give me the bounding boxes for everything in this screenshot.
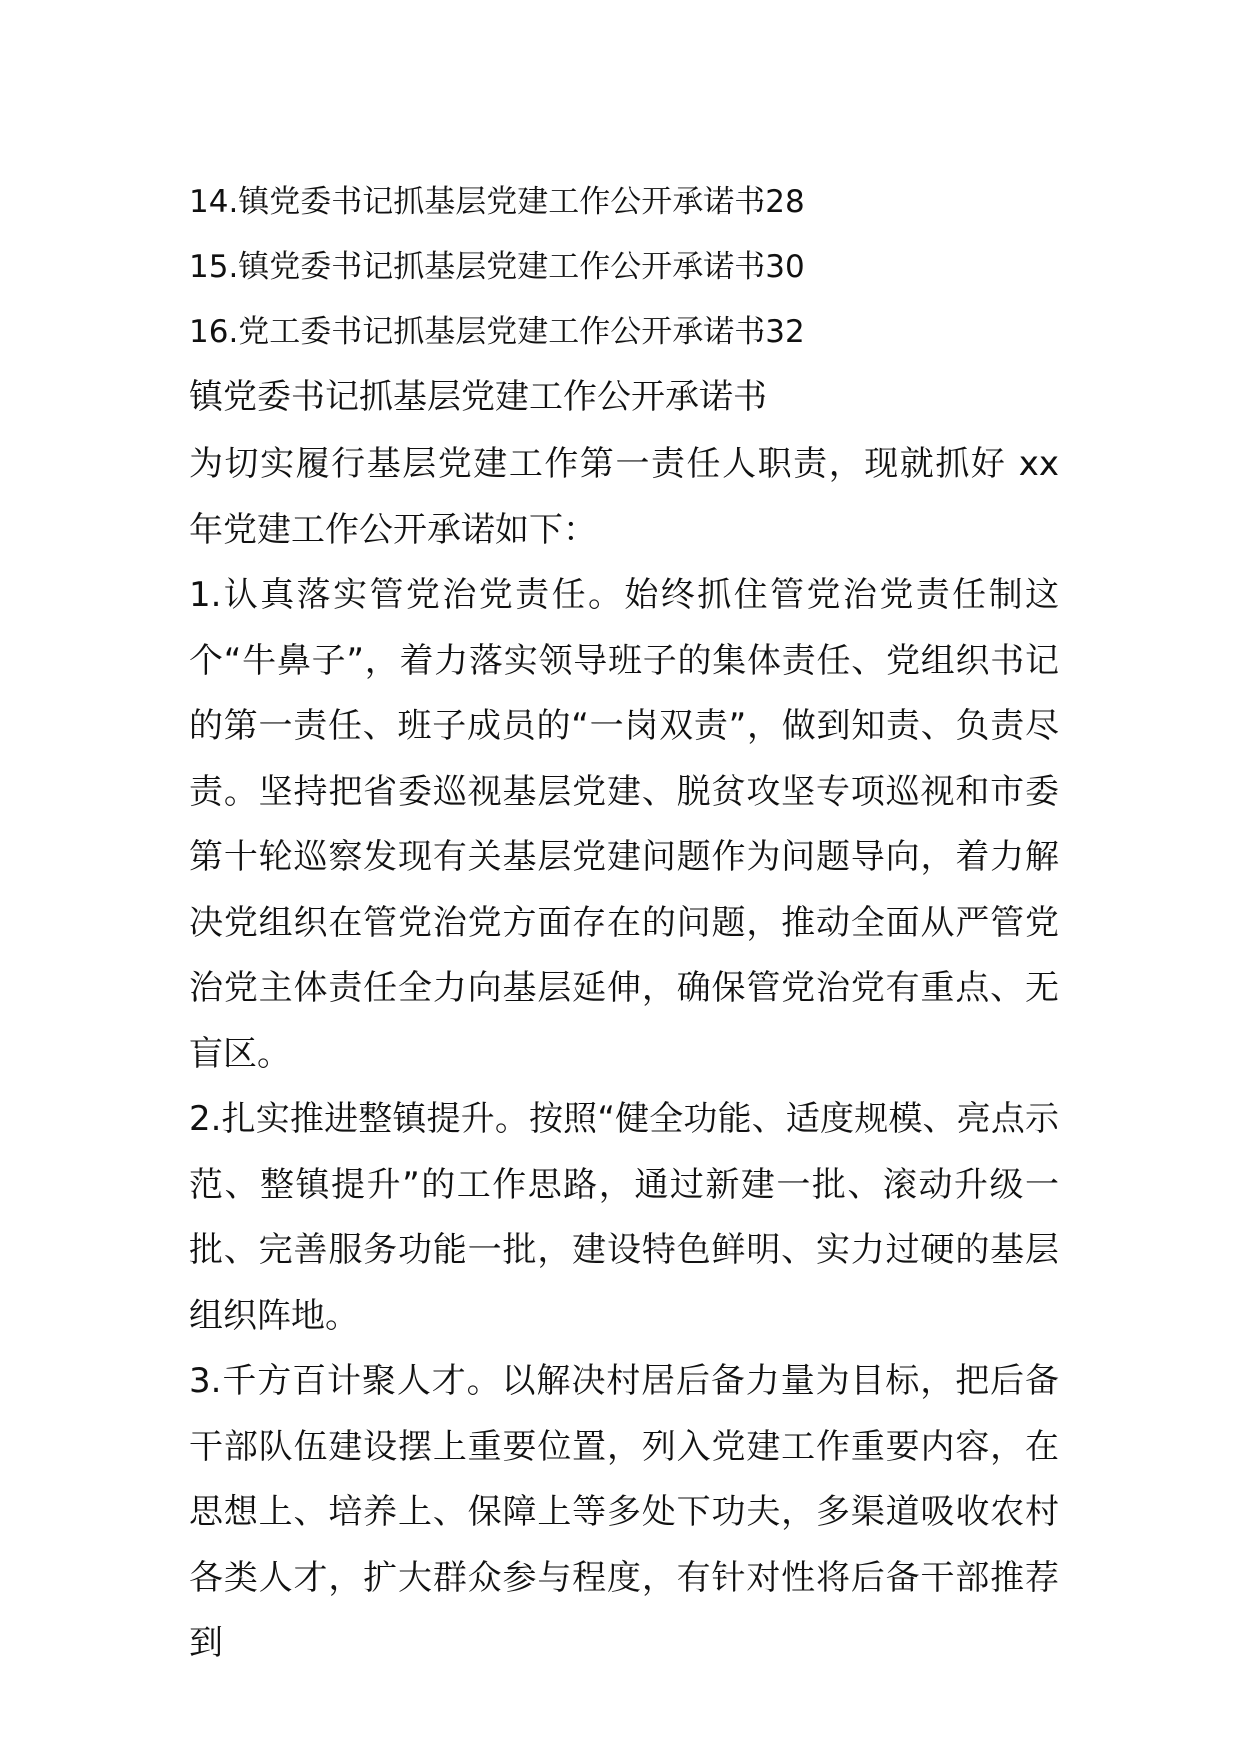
commitment-item-3: 3.千方百计聚人才。以解决村居后备力量为目标，把后备干部队伍建设摆上重要位置，列入党建工作重要内容，在思想上、培养上、保障上等多处下功夫，多渠道吸收农村各类人才，扩大群众参与程度，有针对性将后备干部推荐到	[189, 1361, 1059, 1663]
toc-entry-16: 16.党工委书记抓基层党建工作公开承诺书32	[189, 314, 805, 350]
toc-entry-15: 15.镇党委书记抓基层党建工作公开承诺书30	[189, 249, 805, 285]
toc-entry-14: 14.镇党委书记抓基层党建工作公开承诺书28	[189, 184, 805, 220]
document-body	[189, 432, 1059, 1677]
table-of-contents	[189, 170, 1069, 365]
commitment-item-2: 2.扎实推进整镇提升。按照“健全功能、适度规模、亮点示范、整镇提升”的工作思路，通过新建一批、滚动升级一批、完善服务功能一批，建设特色鲜明、实力过硬的基层组织阵地。	[189, 1099, 1059, 1336]
commitment-item-1: 1.认真落实管党治党责任。始终抓住管党治党责任制这个“牛鼻子”，着力落实领导班子的集体责任、党组织书记的第一责任、班子成员的“一岗双责”，做到知责、负责尽责。坚持把省委巡视基层党建、脱贫攻坚专项巡视和市委第十轮巡察发现有关基层党建问题作为问题导向，着力解决党组织在管党治党方面存在的问题，推动全面从严管党治党主体责任全力向基层延伸，确保管党治党有重点、无盲区。	[189, 575, 1059, 1074]
intro-paragraph: 为切实履行基层党建工作第一责任人职责，现就抓好 xx 年党建工作公开承诺如下：	[189, 444, 1059, 550]
document-title: 镇党委书记抓基层党建工作公开承诺书	[189, 377, 767, 417]
